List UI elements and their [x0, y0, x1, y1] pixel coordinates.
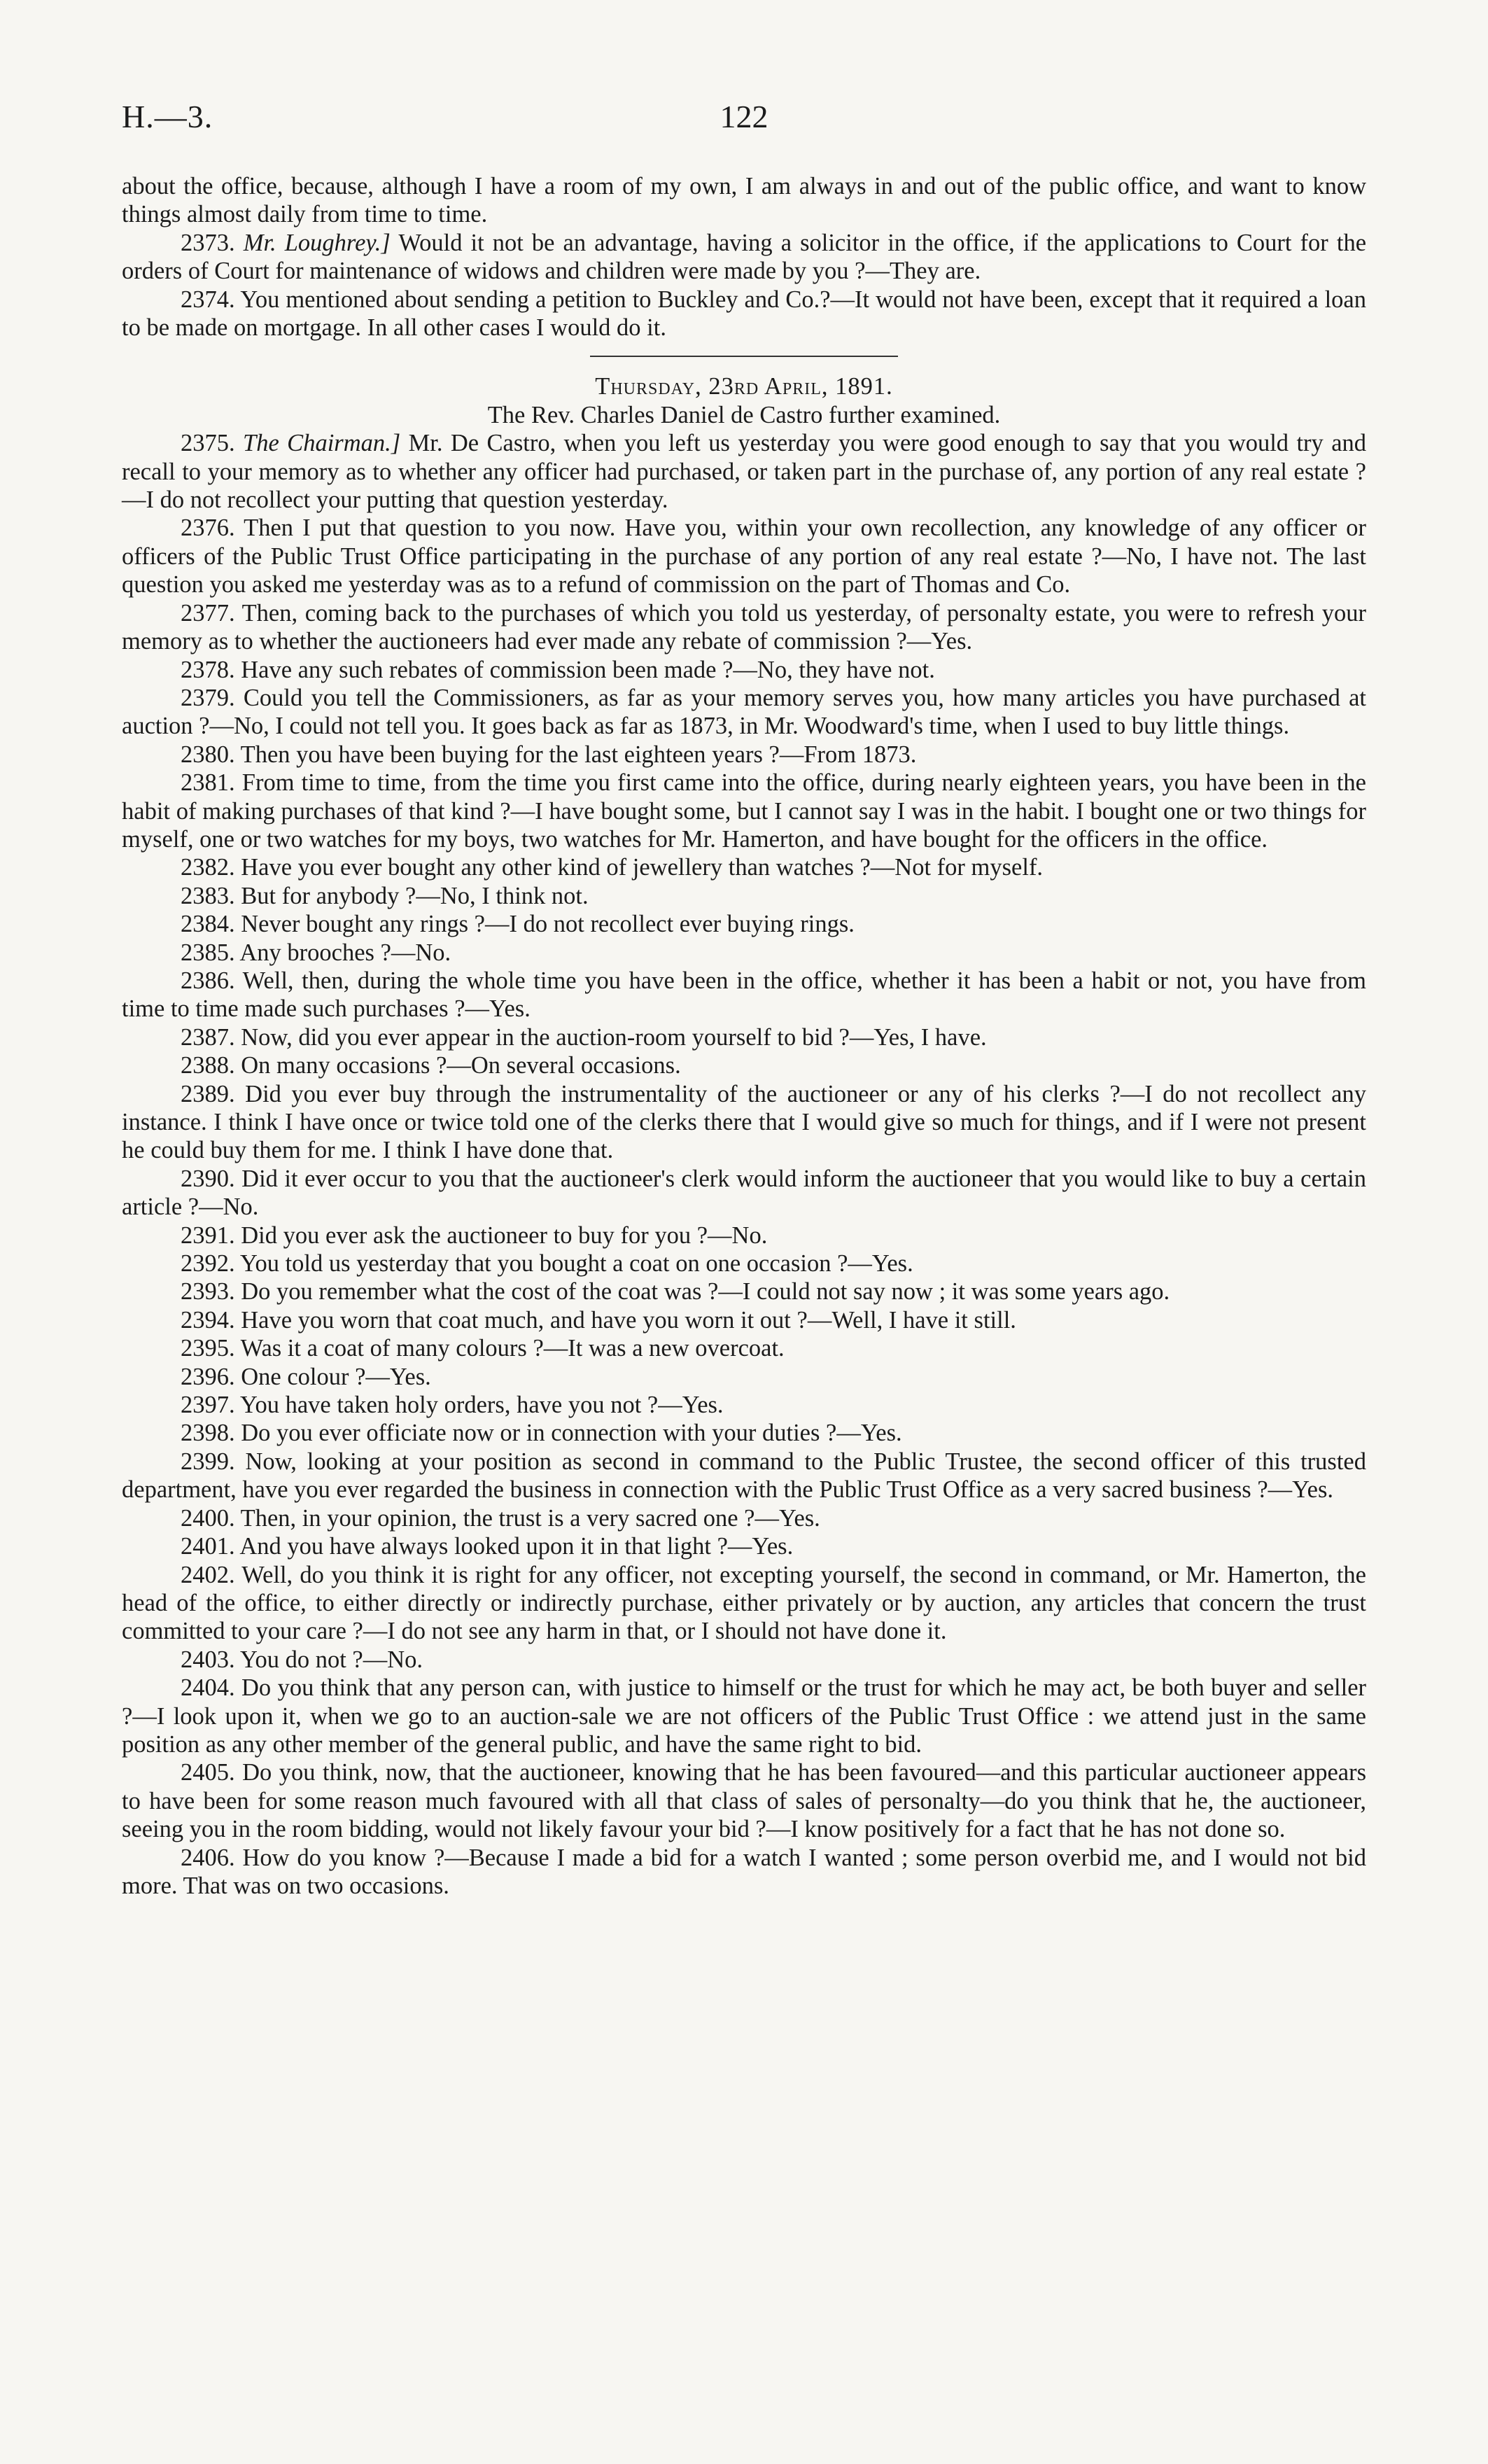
- question-number: 2376.: [181, 514, 235, 542]
- question-paragraph: [122, 910, 1366, 938]
- question-number: 2400.: [181, 1504, 235, 1532]
- question-paragraph: [122, 1023, 1366, 1051]
- question-paragraph: [122, 1080, 1366, 1165]
- question-paragraph: [122, 1391, 1366, 1419]
- question-number: 2399.: [181, 1448, 235, 1475]
- question-number: 2373.: [181, 229, 235, 256]
- question-number: 2406.: [181, 1844, 235, 1871]
- question-text: Do you ever officiate now or in connection with your duties ?—Yes.: [241, 1420, 902, 1447]
- question-paragraph: [122, 853, 1366, 881]
- question-number: 2396.: [181, 1363, 235, 1390]
- question-number: 2394.: [181, 1306, 235, 1334]
- question-number: 2374.: [181, 286, 235, 313]
- question-paragraph: [122, 1051, 1366, 1079]
- document-reference: H.—3.: [122, 99, 213, 134]
- question-number: 2385.: [181, 939, 235, 966]
- question-text: Did you ever buy through the instrumentality of the auctioneer or any of his clerks ?—I do not recollect any instance. I think I have once or twice told one of the clerks there that I would give so much for things, and if I were not present he could buy them for me. I think I have done that.: [122, 1080, 1366, 1164]
- question-number: 2380.: [181, 741, 235, 768]
- question-paragraph: [122, 286, 1366, 342]
- question-paragraph: [122, 656, 1366, 684]
- question-paragraph: [122, 1448, 1366, 1504]
- question-text: Was it a coat of many colours ?—It was a new overcoat.: [240, 1335, 785, 1362]
- question-text: Then you have been buying for the last eighteen years ?—From 1873.: [240, 741, 917, 768]
- question-paragraph: [122, 1306, 1366, 1334]
- question-text: You do not ?—No.: [239, 1646, 423, 1673]
- question-text: Do you remember what the cost of the coat was ?—I could not say now ; it was some years ago.: [241, 1278, 1170, 1306]
- body-text: [122, 172, 1366, 1900]
- question-text: Do you think that any person can, with justice to himself or the trust for which he may act, be both buyer and seller ?—I look upon it, when we go to an auction-sale we are not officers of the Public Trust Office : we attend just in the same position as any other member of the general public, and have the same right to bid.: [122, 1674, 1366, 1758]
- question-paragraph: [122, 1222, 1366, 1250]
- question-paragraph: [122, 684, 1366, 741]
- question-number: 2377.: [181, 599, 235, 626]
- question-paragraph: [122, 1278, 1366, 1306]
- question-text: You mentioned about sending a petition to Buckley and Co.?—It would not have been, except that it required a loan to be made on mortgage. In all other cases I would do it.: [122, 286, 1366, 342]
- question-paragraph: [122, 599, 1366, 656]
- question-paragraph: [122, 1504, 1366, 1532]
- question-paragraph: [122, 1561, 1366, 1646]
- question-number: 2378.: [181, 656, 235, 683]
- question-text: Well, then, during the whole time you have been in the office, whether it has been a habit or not, you have from time to time made such purchases ?—Yes.: [122, 967, 1366, 1023]
- question-paragraph: [122, 1165, 1366, 1222]
- question-text: Then I put that question to you now. Have you, within your own recollection, any knowledge of any officer or officers of the Public Trust Office participating in the purchase of any portion of any real estate ?—No, I have not. The last question you asked me yesterday was as to a refund of commission on the part of Thomas and Co.: [122, 514, 1366, 598]
- question-number: 2391.: [181, 1222, 235, 1249]
- question-text: Would it not be an advantage, having a solicitor in the office, if the applications to Court for the orders of Court for maintenance of widows and children were made by you ?—They are.: [122, 229, 1367, 285]
- speaker-name: The Chairman.]: [243, 430, 401, 457]
- question-text: Have you ever bought any other kind of jewellery than watches ?—Not for myself.: [241, 854, 1044, 881]
- question-number: 2389.: [181, 1080, 235, 1107]
- carry-over-paragraph: about the office, because, although I have a room of my own, I am always in and out of the public office, and want to know things almost daily from time to time.: [122, 173, 1366, 228]
- question-number: 2384.: [181, 911, 235, 938]
- question-text: Then, coming back to the purchases of which you told us yesterday, of personalty estate, you were to refresh your memory as to whether the auctioneers had ever made any rebate of commission ?—Yes.: [122, 599, 1366, 655]
- question-text: Have any such rebates of commission been made ?—No, they have not.: [241, 656, 935, 683]
- question-number: 2403.: [181, 1646, 235, 1673]
- question-paragraph: [122, 1363, 1366, 1391]
- question-number: 2402.: [181, 1561, 235, 1588]
- question-paragraph: [122, 514, 1366, 598]
- question-text: You told us yesterday that you bought a coat on one occasion ?—Yes.: [239, 1250, 913, 1278]
- question-text: Have you worn that coat much, and have you worn it out ?—Well, I have it still.: [241, 1306, 1016, 1334]
- question-text: Now, looking at your position as second in command to the Public Trustee, the second officer of this trusted department, have you ever regarded the business in connection with the Public Trust Office as a very sacred business ?—Yes.: [122, 1448, 1366, 1504]
- question-number: 2386.: [181, 967, 235, 994]
- question-paragraph: [122, 1532, 1366, 1560]
- question-number: 2404.: [181, 1674, 235, 1702]
- page-number: 122: [720, 99, 768, 134]
- question-text: Could you tell the Commissioners, as far as your memory serves you, how many articles you have purchased at auction ?—No, I could not tell you. It goes back as far as 1873, in Mr. Woodward's time, when I used to buy little things.: [122, 684, 1366, 740]
- question-paragraph: [122, 429, 1366, 514]
- question-number: 2387.: [181, 1023, 235, 1051]
- question-paragraph: [122, 1419, 1366, 1447]
- witness-line: The Rev. Charles Daniel de Castro further examined.: [487, 401, 1001, 428]
- question-number: 2397.: [181, 1392, 235, 1419]
- question-number: 2401.: [181, 1533, 235, 1560]
- page-header: [122, 98, 1366, 147]
- question-text: Well, do you think it is right for any officer, not excepting yourself, the second in command, or Mr. Hamerton, the head of the office, to either directly or indirectly purchase, either privately or by auction, any articles that concern the trust committed to your care ?—I do not see any harm in that, or I should not have done it.: [122, 1561, 1366, 1645]
- question-text: Then, in your opinion, the trust is a very sacred one ?—Yes.: [240, 1504, 820, 1532]
- question-text: Did it ever occur to you that the auctioneer's clerk would inform the auctioneer that you would like to buy a certain article ?—No.: [122, 1165, 1366, 1221]
- question-number: 2395.: [181, 1335, 235, 1362]
- questions-list: [122, 429, 1366, 1900]
- question-text: You have taken holy orders, have you not ?—Yes.: [239, 1392, 724, 1419]
- question-paragraph: [122, 741, 1366, 769]
- question-number: 2381.: [181, 769, 235, 797]
- question-text: Mr. De Castro, when you left us yesterday you were good enough to say that you would try and recall to your memory as to whether any officer had purchased, or taken part in the purchase of, any portion of any real estate ?—I do not recollect your putting that question yesterday.: [122, 430, 1367, 514]
- question-number: 2382.: [181, 854, 235, 881]
- question-text: Any brooches ?—No.: [239, 939, 451, 966]
- question-text: On many occasions ?—On several occasions.: [241, 1052, 681, 1079]
- question-paragraph: [122, 967, 1366, 1023]
- question-number: 2379.: [181, 684, 235, 711]
- question-paragraph: [122, 1646, 1366, 1674]
- section-date-heading: Thursday, 23rd April, 1891.: [595, 373, 893, 400]
- question-number: 2375.: [181, 430, 235, 457]
- question-number: 2398.: [181, 1420, 235, 1447]
- question-number: 2388.: [181, 1052, 235, 1079]
- question-number: 2390.: [181, 1165, 235, 1192]
- question-text: Never bought any rings ?—I do not recollect ever buying rings.: [241, 911, 855, 938]
- question-text: But for anybody ?—No, I think not.: [241, 882, 589, 909]
- question-paragraph: [122, 1674, 1366, 1758]
- question-number: 2393.: [181, 1278, 235, 1306]
- question-number: 2383.: [181, 882, 235, 909]
- question-text: One colour ?—Yes.: [241, 1363, 431, 1390]
- question-text: From time to time, from the time you first came into the office, during nearly eighteen years, you have been in the habit of making purchases of that kind ?—I have bought some, but I cannot say I was in the habit. I bought one or two things for myself, one or two watches for my boys, two watches for Mr. Hamerton, and have bought for the officers in the office.: [122, 769, 1366, 853]
- question-paragraph: [122, 769, 1366, 853]
- question-text: How do you know ?—Because I made a bid for a watch I wanted ; some person overbid me, and I would not bid more. That was on two occasions.: [122, 1844, 1366, 1899]
- question-paragraph: [122, 882, 1366, 910]
- question-text: And you have always looked upon it in that light ?—Yes.: [239, 1533, 794, 1560]
- question-text: Do you think, now, that the auctioneer, knowing that he has been favoured—and this particular auctioneer appears to have been for some reason much favoured with all that class of sales of personalty—do you think that he, the auctioneer, seeing you in the room bidding, would not likely favour your bid ?—I know positively for a fact that he has not done so.: [122, 1759, 1366, 1843]
- question-paragraph: [122, 1250, 1366, 1278]
- question-text: Did you ever ask the auctioneer to buy for you ?—No.: [241, 1222, 768, 1249]
- question-text: Now, did you ever appear in the auction-room yourself to bid ?—Yes, I have.: [241, 1023, 987, 1051]
- question-paragraph: [122, 229, 1366, 286]
- question-paragraph: [122, 1844, 1366, 1900]
- section-divider: [590, 356, 898, 357]
- speaker-name: Mr. Loughrey.]: [243, 229, 391, 256]
- question-number: 2405.: [181, 1759, 235, 1786]
- question-paragraph: [122, 939, 1366, 967]
- question-paragraph: [122, 1334, 1366, 1362]
- question-number: 2392.: [181, 1250, 235, 1278]
- question-paragraph: [122, 1758, 1366, 1843]
